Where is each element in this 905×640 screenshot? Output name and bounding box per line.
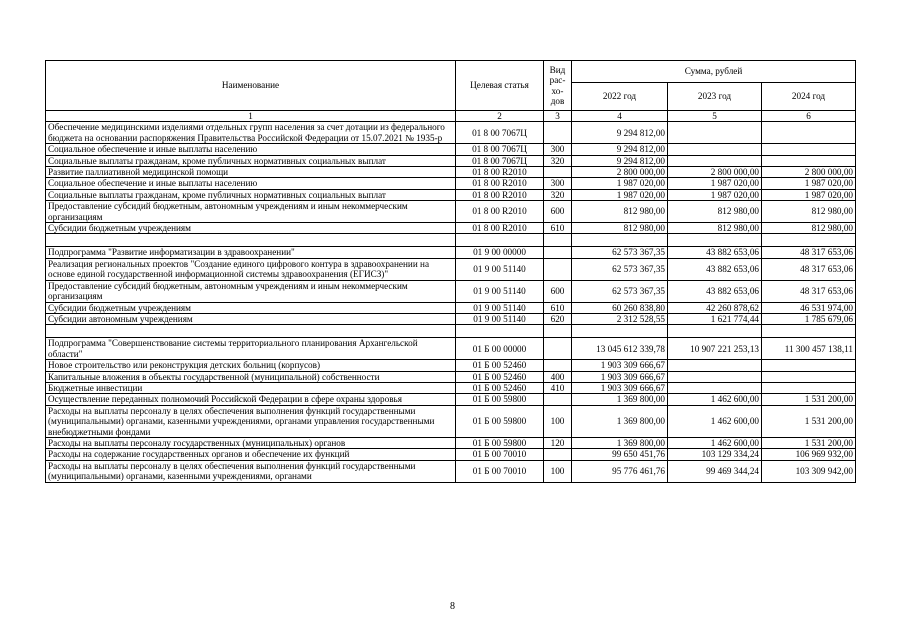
row-expense-type: 400 <box>544 371 572 382</box>
column-number: 1 <box>46 111 456 122</box>
table-body <box>46 122 856 482</box>
row-amount-2022: 13 045 612 339,78 <box>572 338 668 360</box>
row-name: Обеспечение медицинскими изделиями отдельных групп населения за счет дотации из федерального бюджета на основании распоряжения Правительства Российской Федерации от 15.07.2021 № 1935-р <box>46 122 456 144</box>
row-target-item: 01 8 00 7067Ц <box>456 144 544 155</box>
column-numbers-row <box>46 111 856 122</box>
table-row <box>46 302 856 313</box>
row-target-item <box>456 325 544 338</box>
spacer-row <box>46 234 856 247</box>
header-expense-type: Вид рас-хо-дов <box>544 61 572 111</box>
header-year-2022: 2022 год <box>572 83 668 111</box>
row-name: Бюджетные инвестиции <box>46 382 456 393</box>
header-sum: Сумма, рублей <box>572 61 856 83</box>
row-amount-2022: 1 903 309 666,67 <box>572 360 668 371</box>
row-target-item: 01 9 00 51140 <box>456 258 544 280</box>
row-amount-2024: 1 785 679,06 <box>762 313 856 324</box>
column-number: 6 <box>762 111 856 122</box>
row-name: Социальное обеспечение и иные выплаты населению <box>46 144 456 155</box>
row-amount-2023 <box>668 234 762 247</box>
table-row <box>46 437 856 448</box>
row-amount-2022 <box>572 325 668 338</box>
table-row <box>46 144 856 155</box>
row-amount-2023: 1 462 600,00 <box>668 394 762 405</box>
row-target-item: 01 9 00 51140 <box>456 280 544 302</box>
row-target-item: 01 Б 00 52460 <box>456 360 544 371</box>
table-row <box>46 338 856 360</box>
row-target-item: 01 Б 00 00000 <box>456 338 544 360</box>
table-row <box>46 258 856 280</box>
header-year-2024: 2024 год <box>762 83 856 111</box>
row-name: Расходы на выплаты персоналу в целях обеспечения выполнения функций государственными (муниципальными) органами, казенными учреждениями, органами управления государственными внебюджетными фондами <box>46 405 456 437</box>
row-expense-type <box>544 122 572 144</box>
table-row <box>46 167 856 178</box>
row-amount-2022: 62 573 367,35 <box>572 280 668 302</box>
row-name: Новое строительство или реконструкция детских больниц (корпусов) <box>46 360 456 371</box>
row-target-item: 01 Б 00 70010 <box>456 449 544 460</box>
row-amount-2023 <box>668 155 762 166</box>
row-name <box>46 325 456 338</box>
row-expense-type: 100 <box>544 460 572 482</box>
table-row <box>46 247 856 258</box>
column-number: 3 <box>544 111 572 122</box>
row-amount-2022: 1 369 800,00 <box>572 405 668 437</box>
row-amount-2022: 812 980,00 <box>572 223 668 234</box>
row-expense-type: 600 <box>544 280 572 302</box>
row-amount-2024: 48 317 653,06 <box>762 258 856 280</box>
row-amount-2024: 46 531 974,00 <box>762 302 856 313</box>
row-amount-2023: 43 882 653,06 <box>668 258 762 280</box>
row-amount-2022: 1 987 020,00 <box>572 189 668 200</box>
row-name: Расходы на содержание государственных органов и обеспечение их функций <box>46 449 456 460</box>
row-expense-type: 610 <box>544 223 572 234</box>
row-target-item: 01 8 00 7067Ц <box>456 155 544 166</box>
row-target-item: 01 Б 00 70010 <box>456 460 544 482</box>
row-amount-2023: 1 987 020,00 <box>668 189 762 200</box>
row-amount-2024: 1 987 020,00 <box>762 178 856 189</box>
row-amount-2023: 1 462 600,00 <box>668 437 762 448</box>
row-expense-type: 120 <box>544 437 572 448</box>
row-name <box>46 234 456 247</box>
row-amount-2022: 1 987 020,00 <box>572 178 668 189</box>
row-amount-2022 <box>572 234 668 247</box>
row-name: Капитальные вложения в объекты государственной (муниципальной) собственности <box>46 371 456 382</box>
row-amount-2024: 812 980,00 <box>762 201 856 223</box>
table-row <box>46 360 856 371</box>
column-number: 2 <box>456 111 544 122</box>
row-amount-2023: 99 469 344,24 <box>668 460 762 482</box>
row-amount-2024: 1 531 200,00 <box>762 405 856 437</box>
row-amount-2022: 9 294 812,00 <box>572 155 668 166</box>
row-expense-type: 320 <box>544 155 572 166</box>
row-amount-2022: 9 294 812,00 <box>572 122 668 144</box>
row-expense-type <box>544 338 572 360</box>
table-row <box>46 189 856 200</box>
table-row <box>46 460 856 482</box>
row-amount-2022: 1 369 800,00 <box>572 437 668 448</box>
table-row <box>46 371 856 382</box>
row-expense-type <box>544 167 572 178</box>
row-expense-type: 620 <box>544 313 572 324</box>
row-name: Социальные выплаты гражданам, кроме публичных нормативных социальных выплат <box>46 155 456 166</box>
row-amount-2024: 48 317 653,06 <box>762 280 856 302</box>
row-amount-2024: 103 309 942,00 <box>762 460 856 482</box>
row-name: Расходы на выплаты персоналу государственных (муниципальных) органов <box>46 437 456 448</box>
page-number: 8 <box>450 601 455 612</box>
row-amount-2023: 1 621 774,44 <box>668 313 762 324</box>
row-expense-type <box>544 325 572 338</box>
row-expense-type <box>544 234 572 247</box>
row-amount-2022: 2 312 528,55 <box>572 313 668 324</box>
row-amount-2022: 9 294 812,00 <box>572 144 668 155</box>
row-amount-2023 <box>668 371 762 382</box>
row-expense-type <box>544 247 572 258</box>
row-amount-2024 <box>762 325 856 338</box>
row-target-item: 01 9 00 00000 <box>456 247 544 258</box>
row-amount-2022: 62 573 367,35 <box>572 258 668 280</box>
row-target-item: 01 Б 00 59800 <box>456 405 544 437</box>
row-name: Субсидии автономным учреждениям <box>46 313 456 324</box>
table-row <box>46 405 856 437</box>
row-target-item: 01 Б 00 59800 <box>456 394 544 405</box>
row-amount-2023: 812 980,00 <box>668 223 762 234</box>
row-amount-2024: 1 531 200,00 <box>762 394 856 405</box>
row-amount-2023 <box>668 144 762 155</box>
row-amount-2024: 2 800 000,00 <box>762 167 856 178</box>
row-amount-2024: 1 987 020,00 <box>762 189 856 200</box>
row-expense-type: 300 <box>544 178 572 189</box>
row-target-item: 01 9 00 51140 <box>456 313 544 324</box>
row-amount-2022: 1 369 800,00 <box>572 394 668 405</box>
header-target-item: Целевая статья <box>456 61 544 111</box>
row-expense-type: 610 <box>544 302 572 313</box>
row-amount-2023: 103 129 334,24 <box>668 449 762 460</box>
header-name: Наименование <box>46 61 456 111</box>
table-row <box>46 155 856 166</box>
table-row <box>46 223 856 234</box>
row-amount-2024: 48 317 653,06 <box>762 247 856 258</box>
row-amount-2023: 10 907 221 253,13 <box>668 338 762 360</box>
row-target-item: 01 Б 00 52460 <box>456 382 544 393</box>
row-target-item: 01 9 00 51140 <box>456 302 544 313</box>
row-amount-2024 <box>762 371 856 382</box>
row-amount-2023: 42 260 878,62 <box>668 302 762 313</box>
row-amount-2023: 43 882 653,06 <box>668 280 762 302</box>
row-name: Предоставление субсидий бюджетным, автономным учреждениям и иным некоммерческим организациям <box>46 280 456 302</box>
row-amount-2024 <box>762 155 856 166</box>
row-amount-2022: 95 776 461,76 <box>572 460 668 482</box>
row-amount-2024 <box>762 234 856 247</box>
row-target-item: 01 Б 00 59800 <box>456 437 544 448</box>
table-row <box>46 394 856 405</box>
row-target-item: 01 8 00 R2010 <box>456 178 544 189</box>
row-name: Предоставление субсидий бюджетным, автономным учреждениям и иным некоммерческим организациям <box>46 201 456 223</box>
row-amount-2022: 99 650 451,76 <box>572 449 668 460</box>
budget-table <box>45 60 856 483</box>
table-row <box>46 280 856 302</box>
row-name: Подпрограмма "Развитие информатизации в здравоохранении" <box>46 247 456 258</box>
row-name: Развитие паллиативной медицинской помощи <box>46 167 456 178</box>
row-amount-2024: 1 531 200,00 <box>762 437 856 448</box>
table-row <box>46 313 856 324</box>
table-row <box>46 449 856 460</box>
row-name: Социальное обеспечение и иные выплаты населению <box>46 178 456 189</box>
spacer-row <box>46 325 856 338</box>
row-amount-2023: 1 987 020,00 <box>668 178 762 189</box>
row-amount-2023 <box>668 122 762 144</box>
table-header <box>46 61 856 122</box>
row-target-item <box>456 234 544 247</box>
row-amount-2023: 43 882 653,06 <box>668 247 762 258</box>
row-target-item: 01 8 00 7067Ц <box>456 122 544 144</box>
table-row <box>46 178 856 189</box>
row-expense-type <box>544 394 572 405</box>
row-amount-2022: 812 980,00 <box>572 201 668 223</box>
row-expense-type: 600 <box>544 201 572 223</box>
row-target-item: 01 8 00 R2010 <box>456 201 544 223</box>
row-amount-2023 <box>668 382 762 393</box>
row-amount-2023 <box>668 325 762 338</box>
row-name: Подпрограмма "Совершенствование системы территориального планирования Архангельской области" <box>46 338 456 360</box>
row-name: Социальные выплаты гражданам, кроме публичных нормативных социальных выплат <box>46 189 456 200</box>
row-amount-2024 <box>762 360 856 371</box>
row-name: Субсидии бюджетным учреждениям <box>46 223 456 234</box>
row-target-item: 01 8 00 R2010 <box>456 189 544 200</box>
row-amount-2022: 62 573 367,35 <box>572 247 668 258</box>
row-amount-2023 <box>668 360 762 371</box>
header-year-2023: 2023 год <box>668 83 762 111</box>
row-name: Субсидии бюджетным учреждениям <box>46 302 456 313</box>
row-target-item: 01 8 00 R2010 <box>456 223 544 234</box>
row-expense-type: 320 <box>544 189 572 200</box>
row-target-item: 01 8 00 R2010 <box>456 167 544 178</box>
table-row <box>46 201 856 223</box>
row-expense-type: 410 <box>544 382 572 393</box>
table-row <box>46 382 856 393</box>
row-amount-2023: 1 462 600,00 <box>668 405 762 437</box>
row-amount-2022: 60 260 838,80 <box>572 302 668 313</box>
row-name: Расходы на выплаты персоналу в целях обеспечения выполнения функций государственными (муниципальными) органами, казенными учреждениями, органами <box>46 460 456 482</box>
row-amount-2024 <box>762 144 856 155</box>
row-expense-type <box>544 360 572 371</box>
table-row <box>46 122 856 144</box>
row-amount-2022: 1 903 309 666,67 <box>572 371 668 382</box>
column-number: 5 <box>668 111 762 122</box>
row-expense-type <box>544 449 572 460</box>
row-expense-type <box>544 258 572 280</box>
row-amount-2022: 2 800 000,00 <box>572 167 668 178</box>
row-target-item: 01 Б 00 52460 <box>456 371 544 382</box>
row-expense-type: 300 <box>544 144 572 155</box>
row-amount-2024: 812 980,00 <box>762 223 856 234</box>
column-number: 4 <box>572 111 668 122</box>
row-amount-2023: 812 980,00 <box>668 201 762 223</box>
row-amount-2022: 1 903 309 666,67 <box>572 382 668 393</box>
row-amount-2024: 11 300 457 138,11 <box>762 338 856 360</box>
row-name: Реализация региональных проектов "Создание единого цифрового контура в здравоохранении на основе единой государственной информационной системы здравоохранения (ЕГИСЗ)" <box>46 258 456 280</box>
row-expense-type: 100 <box>544 405 572 437</box>
row-amount-2024 <box>762 122 856 144</box>
row-amount-2024: 106 969 932,00 <box>762 449 856 460</box>
row-name: Осуществление переданных полномочий Российской Федерации в сфере охраны здоровья <box>46 394 456 405</box>
row-amount-2024 <box>762 382 856 393</box>
row-amount-2023: 2 800 000,00 <box>668 167 762 178</box>
